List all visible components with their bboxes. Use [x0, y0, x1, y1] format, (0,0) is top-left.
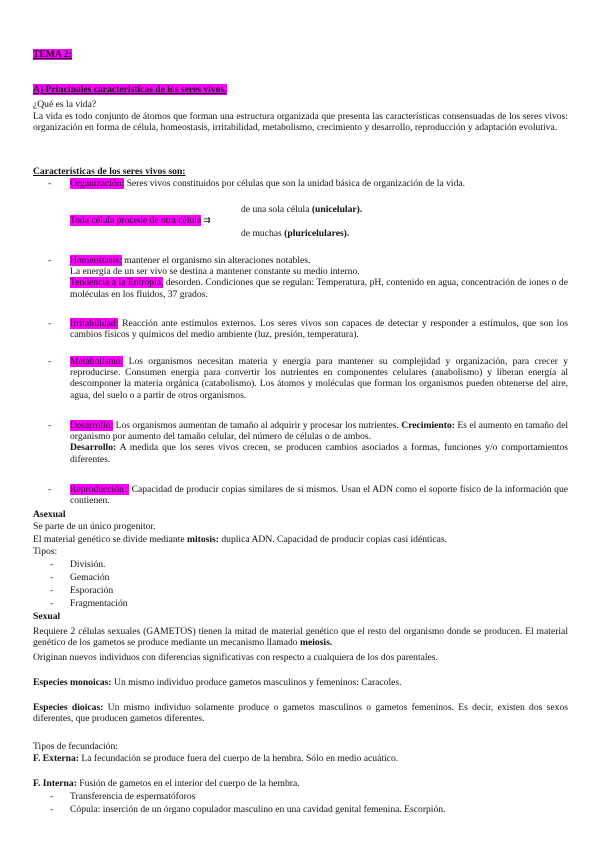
desarrollo-desc: Los organismos aumentan de tamaño al adquirir y procesar los nutrientes. [113, 420, 402, 431]
bullet-dash: - [50, 598, 54, 609]
asexual-line2 [33, 534, 447, 545]
tipos-fecundacion-label: Tipos de fecundación: [33, 741, 118, 752]
desarrollo-block [70, 420, 568, 465]
tipos-label: Tipos: [33, 546, 58, 557]
interna-item-text: Cópula: inserción de un órgano copulador masculino en una cavidad genital femenina. Escorpión. [70, 804, 446, 815]
metabolismo-text [70, 356, 568, 401]
characteristics-heading [33, 166, 186, 177]
irritabilidad-desc: Reacción ante estímulos externos. Los seres vivos son capaces de detectar y responder a estímulos, que son los cambios físicos y químicos del medio ambiente (luz, presión, temperatura). [70, 318, 568, 341]
sexual-heading: Sexual [33, 611, 61, 622]
desarrollo-line1 [70, 420, 568, 442]
fecundacion-interna-line [33, 778, 300, 789]
desarrollo-sub-term: Desarrollo: [70, 442, 117, 454]
reproduccion-term: Reproducción : [70, 484, 130, 495]
sexual-paragraph-1 [33, 626, 568, 648]
crecimiento-term: Crecimiento: [401, 420, 455, 431]
list-item-desarrollo [48, 420, 568, 468]
unicelular-bold: (unicelular). [311, 204, 363, 215]
list-item-organizacion [48, 178, 568, 190]
asexual-line2-pre: El material genético se divide mediante [33, 534, 187, 545]
dioicas-term: Especies dioicas: [33, 702, 104, 713]
section-a-heading [33, 84, 227, 95]
crecimiento-desc: Es el aumento en tamaño del organismo por aumento del tamaño celular, del número de células o de ambos. [70, 420, 568, 443]
interna-term: F. Interna: [33, 778, 77, 789]
bullet-dash: - [50, 572, 54, 583]
organizacion-text [70, 178, 568, 189]
irritabilidad-text [70, 318, 568, 340]
pluricelular-text: de muchas [241, 228, 285, 239]
question-text: ¿Qué es la vida? [33, 99, 97, 110]
reproduccion-text [70, 484, 568, 506]
homeostasis-desc: mantener el organismo sin alteraciones notables. [121, 255, 311, 266]
asexual-heading: Asexual [33, 509, 66, 520]
desarrollo-line2 [70, 442, 568, 464]
homeostasis-block [70, 255, 568, 300]
sexual-paragraph-2: Originan nuevos individuos con diferencias significativas con respecto a cualquiera de los dos parentales. [33, 652, 438, 663]
externa-term: F. Externa: [33, 753, 80, 764]
organizacion-term: Organización: [70, 178, 125, 189]
tipos-item-text: Esporación [70, 585, 114, 596]
monoicas-desc: Un mismo individuo produce gametos masculinos y femeninos: Caracoles. [111, 677, 402, 688]
unicelular-line [241, 204, 362, 215]
fecundacion-externa-line [33, 753, 398, 764]
characteristics-heading-text: Características de los seres vivos son: [33, 166, 186, 177]
bullet-dash: - [50, 585, 54, 596]
meiosis-term: meiosis. [299, 637, 333, 649]
interna-desc: Fusión de gametos en el interior del cuerpo de la hembra. [76, 778, 300, 789]
entropy-line [70, 277, 568, 299]
list-item-homeostasis [48, 255, 568, 305]
dioicas-desc: Un mismo individuo solamente produce o gametos masculinos o gametos femeninos. Es decir, existen dos sexos diferentes, que producen gametos diferentes. [33, 702, 568, 725]
desarrollo-sub-desc: A medida que los seres vivos crecen, se producen cambios asociados a formas, funciones y/o comportamientos diferentes. [70, 442, 568, 465]
metabolismo-term: Metabolismo: [70, 356, 124, 367]
cell-note-text: Toda célula procede de otra célula [70, 215, 202, 226]
bullet-dash: - [48, 318, 52, 329]
bullet-dash: - [48, 178, 52, 189]
irritabilidad-term: Irritabilidad: [70, 318, 119, 329]
asexual-line2-post: duplica ADN. Capacidad de producir copias casi idénticas. [218, 534, 448, 545]
tipos-item-text: División. [70, 559, 106, 570]
cell-note-line [70, 215, 211, 227]
metabolismo-desc: Los organismos necesitan materia y energía para mantener su complejidad y organización, para crecer y reproducirse. Consumen energía para convertir los nutrientes en componentes celulares (anabolismo) y liberan energía al descomponer la materia orgánica (catabolismo). Los átomos y moléculas que forman los organismos pueden obtenerse del aire, agua, del suelo o a partir de otros organismos. [70, 356, 568, 401]
dioicas-paragraph [33, 702, 568, 724]
title-text: TEMA 2: [33, 49, 72, 60]
interna-item-text: Transferencia de espermatóforos [70, 791, 196, 802]
tipos-item-text: Fragmentación [70, 598, 128, 609]
section-a-heading-text: A) Principales características de los seres vivos. [33, 84, 227, 95]
list-item-reproduccion [48, 484, 568, 508]
bullet-dash: - [48, 356, 52, 367]
monoicas-line [33, 677, 402, 688]
tipos-item-text: Gemación [70, 572, 110, 583]
bullet-dash: - [50, 791, 54, 802]
definition-paragraph: La vida es todo conjunto de átomos que forman una estructura organizada que presenta las características consensuadas de los seres vivos: organización en forma de célula, homeostasis, irritabilidad, metabolismo, crecimiento y desarrollo, reproducción y adaptación evolutiva. [33, 111, 568, 134]
homeostasis-term: Homeostasis: [70, 255, 122, 266]
list-item-metabolismo [48, 356, 568, 404]
pluricelular-bold: (pluricelulares). [284, 228, 350, 239]
monoicas-term: Especies monoicas: [33, 677, 112, 688]
document-title [33, 49, 72, 60]
homeostasis-line1 [70, 255, 568, 266]
bullet-dash: - [50, 559, 54, 570]
homeostasis-line2: La energía de un ser vivo se destina a mantener constante su medio interno. [70, 266, 360, 278]
bullet-dash: - [48, 255, 52, 266]
entropy-term: Tendencia a la Entropía, [70, 277, 164, 289]
bullet-dash: - [48, 420, 52, 431]
bullet-dash: - [48, 484, 52, 495]
sexual-p1-text: Requiere 2 células sexuales (GAMETOS) tienen la mitad de material genético que el resto del organismo donde se producen. El material genético de los gametos se produce mediante un mecanismo llamado [33, 626, 568, 649]
unicelular-text: de una sola célula [241, 204, 312, 215]
desarrollo-term: Desarrollo: [70, 420, 114, 431]
asexual-line1: Se parte de un único progenitor. [33, 521, 156, 532]
pluricelular-line [241, 228, 349, 239]
organizacion-desc: Seres vivos constituidos por células que son la unidad básica de organización de la vida. [124, 178, 466, 189]
list-item-irritabilidad [48, 318, 568, 342]
bullet-dash: - [50, 804, 54, 815]
reproduccion-desc: Capacidad de producir copias similares de sí mismos. Usan el ADN como el soporte físico de la información que contienen. [70, 484, 568, 507]
externa-desc: La fecundación se produce fuera del cuerpo de la hembra. Sólo en medio acuático. [79, 753, 399, 764]
entropy-desc: desorden. Condiciones que se regulan: Temperatura, pH, contenido en agua, concentración de iones o de moléculas en los fluidos, 37 grados. [70, 277, 568, 300]
double-arrow-icon: ⇉ [203, 216, 211, 226]
mitosis-term: mitosis: [186, 534, 219, 545]
